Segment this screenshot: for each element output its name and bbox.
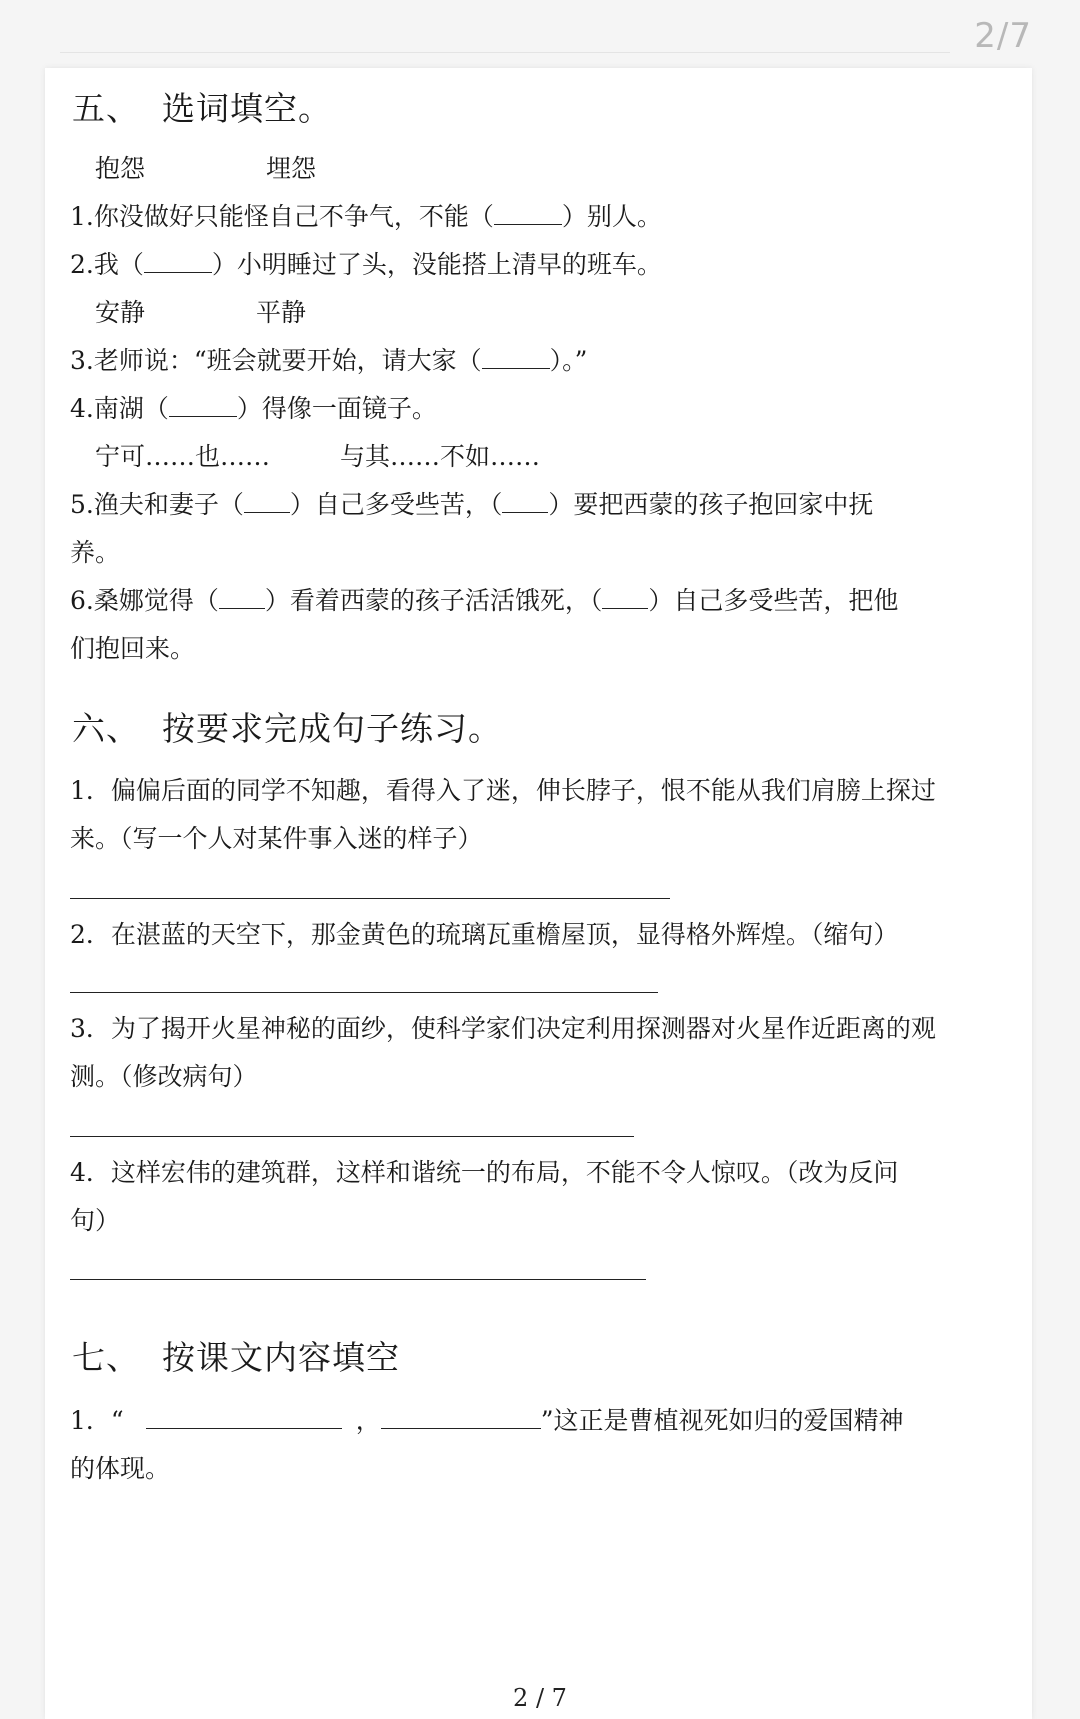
page-indicator: 2/7 [974, 16, 1032, 56]
s7-question-1 [70, 1404, 904, 1438]
s5-question-4 [70, 392, 437, 426]
answer-line[interactable] [70, 1279, 646, 1280]
fill-blank[interactable] [146, 1427, 342, 1429]
word-choice-6: 与其……不如…… [340, 442, 541, 471]
s5-question-3 [70, 344, 587, 378]
s5-q1-text-b: ）别人。 [561, 202, 662, 231]
s5-q5-text-c: ）要把西蒙的孩子抱回家中抚 [548, 490, 874, 519]
s6-question-4: 4．这样宏伟的建筑群，这样和谐统一的布局，不能不令人惊叹。（改为反问 [70, 1158, 899, 1187]
fill-blank[interactable] [169, 415, 237, 417]
section7-title: 按课文内容填空 [162, 1338, 400, 1377]
fill-blank[interactable] [502, 511, 548, 513]
section5-heading [72, 89, 332, 128]
section6-title: 按要求完成句子练习。 [162, 709, 502, 748]
s5-q2-text-b: ）小明睡过了头，没能搭上清早的班车。 [211, 250, 662, 279]
section6-number: 六、 [72, 709, 140, 748]
s5-question-1 [70, 200, 662, 234]
word-choice-3: 安静 [95, 298, 146, 327]
s5-question-5 [70, 488, 873, 522]
fill-blank[interactable] [482, 367, 550, 369]
s5-q4-text-b: ）得像一面镜子。 [236, 394, 437, 423]
fill-blank[interactable] [602, 607, 648, 609]
s5-q6-text-a: 6.桑娜觉得（ [70, 586, 219, 615]
s5-q6-text-b: ）看着西蒙的孩子活活饿死，（ [264, 586, 603, 615]
s5-question-6 [70, 584, 898, 618]
s5-q1-text-a: 1.你没做好只能怪自己不争气，不能（ [70, 202, 494, 231]
section7-heading [72, 1338, 400, 1377]
s6-question-1: 1．偏偏后面的同学不知趣，看得入了迷，伸长脖子，恨不能从我们肩膀上探过 [70, 776, 936, 805]
s5-question-6-cont: 们抱回来。 [70, 634, 196, 663]
s5-q3-text-a: 3.老师说：“班会就要开始，请大家（ [70, 346, 482, 375]
s5-q3-text-b: ）。” [549, 346, 588, 375]
fill-blank[interactable] [244, 511, 290, 513]
s5-q5-text-a: 5.渔夫和妻子（ [70, 490, 244, 519]
section7-number: 七、 [72, 1338, 140, 1377]
s7-question-1-cont: 的体现。 [70, 1454, 171, 1483]
s5-q6-text-c: ）自己多受些苦，把他 [648, 586, 899, 615]
s7-q1-comma: ， [355, 1406, 381, 1435]
answer-line[interactable] [70, 1136, 634, 1137]
fill-blank[interactable] [219, 607, 265, 609]
word-choice-1: 抱怨 [95, 154, 146, 183]
s5-q4-text-a: 4.南湖（ [70, 394, 169, 423]
footer-page-number: 2 / 7 [513, 1684, 567, 1712]
s7-q1-text-b: ”这正是曹植视死如归的爱国精神 [540, 1406, 904, 1435]
answer-line[interactable] [70, 992, 658, 993]
fill-blank[interactable] [144, 271, 212, 273]
s5-q2-text-a: 2.我（ [70, 250, 144, 279]
s6-question-3: 3．为了揭开火星神秘的面纱，使科学家们决定利用探测器对火星作近距离的观 [70, 1014, 936, 1043]
word-choice-2: 埋怨 [266, 154, 317, 183]
s6-question-4-cont: 句） [70, 1206, 121, 1235]
s5-q5-text-b: ）自己多受些苦，（ [289, 490, 503, 519]
section5-number: 五、 [72, 89, 140, 128]
s6-question-2: 2．在湛蓝的天空下，那金黄色的琉璃瓦重檐屋顶，显得格外辉煌。（缩句） [70, 920, 899, 949]
s5-question-2 [70, 248, 662, 282]
fill-blank[interactable] [494, 223, 562, 225]
s5-question-5-cont: 养。 [70, 538, 121, 567]
s7-q1-text-a: 1．“ [70, 1406, 124, 1435]
answer-line[interactable] [70, 898, 670, 899]
section5-title: 选词填空。 [162, 89, 332, 128]
fill-blank[interactable] [381, 1427, 541, 1429]
section6-heading [72, 709, 502, 748]
s6-question-3-cont: 测。（修改病句） [70, 1062, 258, 1091]
word-choice-5: 宁可……也…… [95, 442, 271, 471]
word-choice-4: 平静 [256, 298, 307, 327]
s6-question-1-cont: 来。（写一个人对某件事入迷的样子） [70, 824, 483, 853]
